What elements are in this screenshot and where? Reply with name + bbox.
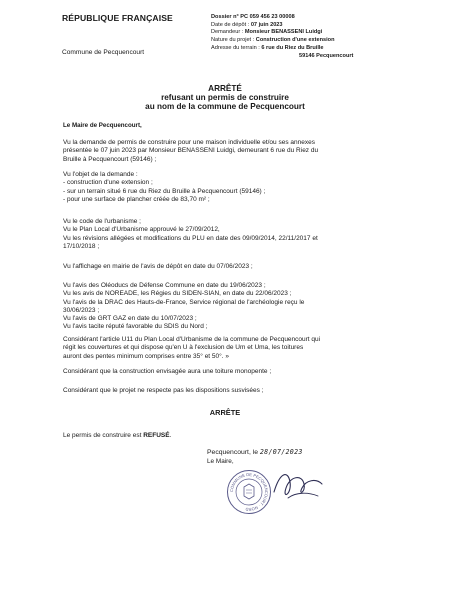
text-line: Vu le Plan Local d'Urbanisme approuvé le 27/09/2012,	[63, 226, 220, 234]
handwritten-date: 28/07/2023	[259, 448, 303, 456]
dossier-address: Adresse du terrain : 6 rue du Riez du Bruille	[211, 44, 324, 51]
paragraph-legal-basis	[63, 218, 383, 251]
dossier-nature: Nature du projet : Construction d'une extension	[211, 37, 335, 44]
text-line: Vu l'avis des Oléoducs de Défense Commune en date du 19/06/2023 ;	[63, 282, 266, 289]
dossier-info-block	[211, 14, 371, 60]
commune-name: Commune de Pecquencourt	[62, 49, 145, 56]
signature-role: Le Maire,	[207, 458, 234, 465]
paragraph-object	[63, 171, 383, 204]
text-line: Vu l'affichage en mairie de l'avis de dépôt en date du 07/06/2023 ;	[63, 263, 253, 270]
mayor-heading: Le Maire de Pecquencourt,	[63, 122, 142, 129]
text-line: Considérant que le projet ne respecte pas les dispositions susvisées ;	[63, 387, 264, 394]
text-line: présentée le 07 juin 2023 par Monsieur BENASSENI Luidgi, demeurant 6 rue du Riez du	[63, 147, 319, 155]
decision-status: REFUSÉ	[143, 432, 170, 439]
decision-text: Le permis de construire est REFUSÉ.	[63, 432, 172, 439]
text-line: - pour une surface de plancher créée de 83,70 m² ;	[63, 195, 210, 203]
decision-title: ARRÊTE	[209, 408, 241, 417]
dossier-address-city: 59146 Pecquencourt	[299, 52, 354, 59]
svg-text:COMMUNE DE PECQUENCOURT · NORD	[229, 472, 269, 512]
paragraph-opinions	[63, 282, 383, 332]
republic-heading: RÉPUBLIQUE FRANÇAISE	[62, 13, 173, 23]
text-line: - sur un terrain situé 6 rue du Riez du Bruille à Pecquencourt (59146) ;	[63, 187, 266, 195]
text-line: Vu l'objet de la demande :	[63, 171, 138, 178]
title-arrete: ARRÊTÉ	[208, 84, 242, 93]
stamp-text: COMMUNE DE PECQUENCOURT · NORD	[228, 471, 270, 513]
paragraph-considerant-u11	[63, 336, 383, 361]
text-line: Vu l'avis de GRT GAZ en date du 10/07/2023 ;	[63, 315, 197, 323]
dossier-number: Dossier n° PC 059 456 23 00008	[211, 14, 295, 20]
text-line: Vu la demande de permis de construire pour une maison individuelle et/ou ses annexes	[63, 139, 315, 146]
text-line: 17/10/2018 ;	[63, 242, 100, 250]
text-line: 30/06/2023 ;	[63, 306, 100, 314]
text-line: Vu les avis de NOREADE, les Régies du SIDEN-SIAN, en date du 22/06/2023 ;	[63, 290, 292, 298]
title-refusal: refusant un permis de construire	[161, 93, 289, 103]
title-commune: au nom de la commune de Pecquencourt	[145, 102, 305, 112]
text-line: auront des pentes minimum comprises entre 35° et 50°. »	[63, 352, 229, 360]
text-line: Vu l'avis tacite réputé favorable du SDIS du Nord ;	[63, 323, 208, 331]
text-line: Considérant que la construction envisagée aura une toiture monopente ;	[63, 368, 272, 375]
text-line: Vu le code de l'urbanisme ;	[63, 218, 141, 225]
dossier-date: Date de dépôt : 07 juin 2023	[211, 21, 283, 28]
text-line: Vu l'avis de la DRAC des Hauts-de-France, Service régional de l'archéologie reçu le	[63, 298, 305, 306]
dossier-applicant: Demandeur : Monsieur BENASSENI Luidgi	[211, 29, 323, 36]
municipal-stamp-icon	[226, 469, 272, 515]
text-line: Vu les révisions allégées et modifications du PLU en date des 09/09/2014, 22/11/2017 et	[63, 234, 318, 242]
text-line: Bruille à Pecquencourt (59146) ;	[63, 155, 157, 163]
handwritten-signature-icon	[268, 462, 328, 510]
text-line: - construction d'une extension ;	[63, 179, 153, 187]
decree-title	[0, 84, 450, 112]
text-line: Considérant l'article U11 du Plan Local d'Urbanisme de la commune de Pecquencourt qui	[63, 336, 321, 343]
paragraph-request	[63, 139, 383, 164]
text-line: régit les couvertures et qui dispose qu'en U à l'exclusion de Um et Uma, les toitures	[63, 344, 304, 352]
paragraph-display	[63, 263, 383, 271]
paragraph-considerant-rules	[63, 387, 383, 395]
paragraph-considerant-roof	[63, 368, 383, 376]
signature-place-date: Pecquencourt, le 28/07/2023	[207, 448, 303, 456]
